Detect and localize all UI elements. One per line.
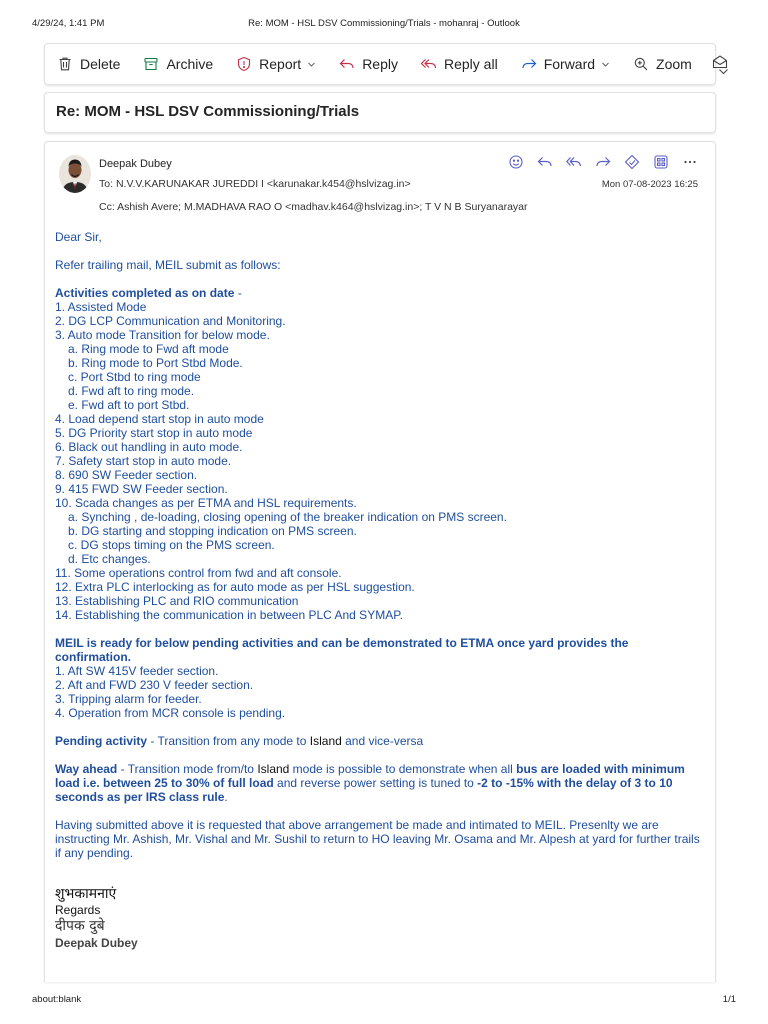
reply-all-icon — [420, 55, 438, 73]
reply-icon — [338, 55, 356, 73]
print-header — [32, 18, 736, 32]
completed-item: 4. Load depend start stop in auto mode — [55, 412, 264, 426]
message-card — [44, 141, 716, 982]
ready-heading: MEIL is ready for below pending activities and can be demonstrated to ETMA once yard provides the confirmation. — [55, 636, 629, 664]
print-title: Re: MOM - HSL DSV Commissioning/Trials - mohanraj - Outlook — [248, 18, 520, 29]
report-label: Report — [259, 56, 302, 72]
report-icon — [235, 55, 253, 73]
completed-item: c. Port Stbd to ring mode — [68, 370, 201, 384]
forward-icon[interactable] — [594, 153, 612, 171]
way-ahead-line — [55, 762, 705, 804]
forward-label: Forward — [543, 56, 596, 72]
completed-item: 7. Safety start stop in auto mode. — [55, 454, 232, 468]
completed-item: d. Fwd aft to ring mode. — [68, 384, 195, 398]
to-line — [99, 178, 411, 190]
completed-item: 2. DG LCP Communication and Monitoring. — [55, 314, 286, 328]
way-ahead-island: Island — [257, 762, 290, 776]
sticker-icon[interactable] — [623, 153, 641, 171]
cc-line — [99, 201, 528, 213]
completed-item: 11. Some operations control from fwd and aft console. — [55, 566, 342, 580]
reply-all-icon[interactable] — [565, 153, 583, 171]
to-label: To: — [99, 178, 114, 190]
way-ahead-text-1: - Transition mode from/to — [117, 762, 258, 776]
pending-label: Pending activity — [55, 734, 148, 748]
way-ahead-text-3: and reverse power setting is tuned to — [273, 776, 478, 790]
completed-item: 1. Assisted Mode — [55, 300, 147, 314]
signature — [55, 885, 138, 951]
more-icon[interactable] — [681, 153, 699, 171]
way-ahead-bold-1: bus are loaded with minimum load i.e. between 25 to 30% of full load — [55, 762, 685, 790]
greeting: Dear Sir, — [55, 230, 102, 244]
ready-item: 4. Operation from MCR console is pending. — [55, 706, 286, 720]
print-url: about:blank — [32, 994, 82, 1005]
archive-label: Archive — [166, 56, 214, 72]
reply-all-button[interactable] — [409, 49, 509, 79]
completed-item: 12. Extra PLC interlocking as for auto mode as per HSL suggestion. — [55, 580, 415, 594]
archive-button[interactable] — [131, 49, 224, 79]
subject-bar — [44, 92, 716, 133]
chevron-down-icon — [601, 60, 610, 69]
way-ahead-bold-2: -2 to -15% with the delay of 3 to 10 seconds as per IRS class rule — [55, 776, 673, 804]
message-toolbar — [44, 43, 716, 85]
completed-item: d. Etc changes. — [68, 552, 151, 566]
completed-item: b. Ring mode to Port Stbd Mode. — [68, 356, 243, 370]
delete-button[interactable] — [45, 49, 131, 79]
avatar[interactable] — [59, 155, 91, 193]
completed-item: a. Ring mode to Fwd aft mode — [68, 342, 229, 356]
forward-icon — [520, 55, 538, 73]
way-ahead-label: Way ahead — [55, 762, 118, 776]
ready-list — [55, 664, 705, 720]
message-actions — [496, 153, 699, 171]
delete-icon — [56, 55, 74, 73]
toolbar-overflow-chevron-icon[interactable] — [718, 64, 729, 75]
chevron-down-icon — [307, 60, 316, 69]
signature-hindi-name: दीपक दुबे — [55, 918, 105, 934]
message-date: Mon 07-08-2023 16:25 — [601, 179, 698, 190]
print-datetime: 4/29/24, 1:41 PM — [32, 18, 105, 29]
reply-label: Reply — [362, 56, 398, 72]
completed-item: c. DG stops timing on the PMS screen. — [68, 538, 275, 552]
forward-button[interactable] — [509, 49, 621, 79]
completed-list — [55, 300, 705, 622]
ready-item: 1. Aft SW 415V feeder section. — [55, 664, 219, 678]
print-page-number: 1/1 — [722, 994, 736, 1005]
completed-item: 3. Auto mode Transition for below mode. — [55, 328, 270, 342]
completed-heading: Activities completed as on date — [55, 286, 235, 300]
pending-tail: and vice-versa — [341, 734, 424, 748]
completed-heading-line — [55, 286, 705, 300]
signature-regards: Regards — [55, 903, 101, 917]
completed-item: 10. Scada changes as per ETMA and HSL requirements. — [55, 496, 357, 510]
emoji-icon[interactable] — [507, 153, 525, 171]
zoom-label: Zoom — [656, 56, 692, 72]
completed-item: b. DG starting and stopping indication on PMS screen. — [68, 524, 357, 538]
cc-label: Cc: — [99, 201, 115, 213]
ready-item: 3. Tripping alarm for feeder. — [55, 692, 202, 706]
pending-island: Island — [309, 734, 342, 748]
completed-item: 5. DG Priority start stop in auto mode — [55, 426, 253, 440]
way-ahead-text-2: mode is possible to demonstrate when all — [289, 762, 517, 776]
sender-name[interactable]: Deepak Dubey — [99, 158, 172, 170]
cc-recipients[interactable]: Ashish Avere; M.MADHAVA RAO O <madhav.k464@hslvizag.in>; T V N B Suryanarayar — [117, 201, 528, 213]
archive-icon — [142, 55, 160, 73]
report-button[interactable] — [224, 49, 327, 79]
ready-item: 2. Aft and FWD 230 V feeder section. — [55, 678, 254, 692]
signature-hindi-greeting: शुभकामनाएं — [55, 886, 117, 902]
zoom-icon — [632, 55, 650, 73]
completed-item: 13. Establishing PLC and RIO communication — [55, 594, 299, 608]
completed-item: 9. 415 FWD SW Feeder section. — [55, 482, 228, 496]
signature-name: Deepak Dubey — [55, 936, 138, 950]
message-subject: Re: MOM - HSL DSV Commissioning/Trials — [56, 103, 360, 120]
zoom-button[interactable] — [621, 49, 703, 79]
completed-heading-dash: - — [234, 286, 242, 300]
completed-item: 6. Black out handling in auto mode. — [55, 440, 243, 454]
apps-icon[interactable] — [652, 153, 670, 171]
completed-item: a. Synching , de-loading, closing opening of the breaker indication on PMS screen. — [68, 510, 507, 524]
to-recipient[interactable]: N.V.V.KARUNAKAR JUREDDI I <karunakar.k454@hslvizag.in> — [115, 178, 411, 190]
pending-text: - Transition from any mode to — [147, 734, 310, 748]
completed-item: 14. Establishing the communication in between PLC And SYMAP. — [55, 608, 403, 622]
intro: Refer trailing mail, MEIL submit as follows: — [55, 258, 281, 272]
way-ahead-text-4: . — [224, 790, 228, 804]
completed-item: e. Fwd aft to port Stbd. — [68, 398, 190, 412]
completed-item: 8. 690 SW Feeder section. — [55, 468, 198, 482]
delete-label: Delete — [80, 56, 121, 72]
reply-button[interactable] — [327, 49, 409, 79]
reply-icon[interactable] — [536, 153, 554, 171]
closing-paragraph: Having submitted above it is requested that above arrangement be made and intimated to MEIL. Presenlty we are instructing Mr. Ashish, Mr. Vishal and Mr. Sushil to return to HO leaving Mr. Osama and Mr. Alpesh at yard for further trails if any pending. — [55, 818, 700, 860]
message-body — [55, 230, 705, 860]
pending-line — [55, 734, 705, 748]
reply-all-label: Reply all — [443, 56, 498, 72]
